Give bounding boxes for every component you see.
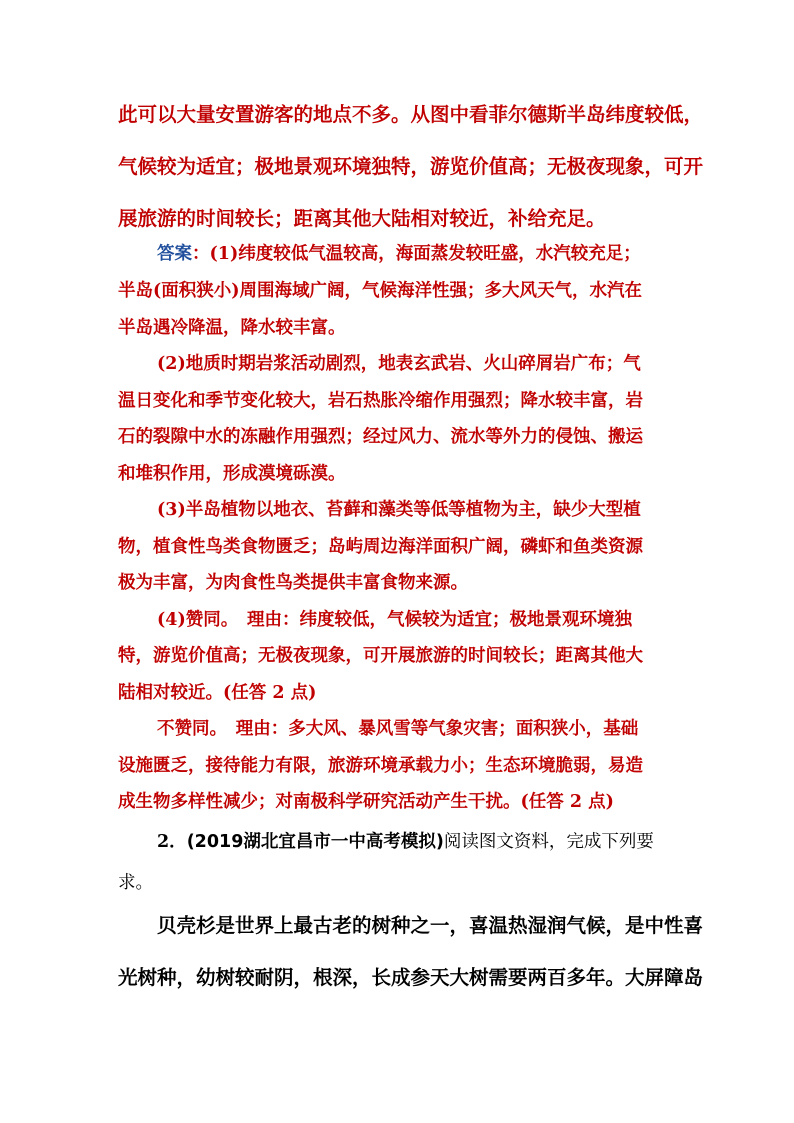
answer-p5-line-3: 成生物多样性减少；对南极科学研究活动产生干扰。(任答 2 点) — [118, 792, 614, 812]
answer-label: 答案 — [157, 244, 192, 264]
answer-p2-line-3: 石的裂隙中水的冻融作用强烈；经过风力、流水等外力的侵蚀、搬运 — [118, 427, 643, 447]
answer-p5-line-2: 设施匮乏，接待能力有限，旅游环境承载力小；生态环境脆弱，易造 — [118, 756, 643, 776]
material-line-2: 光树种，幼树较耐阴，根深，长成参天大树需要两百多年。大屏障岛 — [118, 966, 704, 989]
question-number: 2． — [157, 832, 187, 852]
answer-p4-line-1: (4)赞同。 理由：纬度较低，气候较为适宜；极地景观环境独 — [157, 610, 632, 630]
answer-p1-start: ：(1)纬度较低气温较高，海面蒸发较旺盛，水汽较充足； — [192, 244, 641, 264]
material-line-1: 贝壳杉是世界上最古老的树种之一，喜温热湿润气候，是中性喜 — [157, 914, 704, 937]
answer-p5-line-1: 不赞同。 理由：多大风、暴风雪等气象灾害；面积狭小，基础 — [157, 719, 639, 739]
answer-line-1 — [157, 240, 641, 265]
question-2-line-1 — [157, 828, 654, 853]
answer-p2-line-2: 温日变化和季节变化较大，岩石热胀冷缩作用强烈；降水较丰富，岩 — [118, 391, 643, 411]
answer-p4-line-3: 陆相对较近。(任答 2 点) — [118, 683, 317, 703]
question-2-line-2: 求。 — [118, 873, 153, 893]
answer-p3-line-1: (3)半岛植物以地衣、苔藓和藻类等低等植物为主，缺少大型植 — [157, 500, 641, 520]
answer-p2-line-4: 和堆积作用，形成漠境砾漠。 — [118, 464, 346, 484]
question-text-start: 阅读图文资料，完成下列要 — [443, 832, 654, 852]
answer-p3-line-2: 物，植食性鸟类食物匮乏；岛屿周边海洋面积广阔，磷虾和鱼类资源 — [118, 537, 643, 557]
answer-p2-line-1: (2)地质时期岩浆活动剧烈，地表玄武岩、火山碎屑岩广布；气 — [157, 354, 641, 374]
answer-p1-line-3: 半岛遇冷降温，降水较丰富。 — [118, 318, 346, 338]
intro-line-1: 此可以大量安置游客的地点不多。从图中看菲尔德斯半岛纬度较低， — [118, 103, 704, 126]
answer-p4-line-2: 特，游览价值高；无极夜现象，可开展旅游的时间较长；距离其他大 — [118, 646, 643, 666]
intro-line-2: 气候较为适宜；极地景观环境独特，游览价值高；无极夜现象，可开 — [118, 155, 704, 178]
question-source: (2019湖北宜昌市一中高考模拟) — [186, 832, 444, 852]
answer-p3-line-3: 极为丰富，为肉食性鸟类提供丰富食物来源。 — [118, 573, 468, 593]
answer-p1-line-2: 半岛(面积狭小)周围海域广阔，气候海洋性强；多大风天气，水汽在 — [118, 281, 643, 301]
intro-line-3: 展旅游的时间较长；距离其他大陆相对较近，补给充足。 — [118, 207, 606, 230]
